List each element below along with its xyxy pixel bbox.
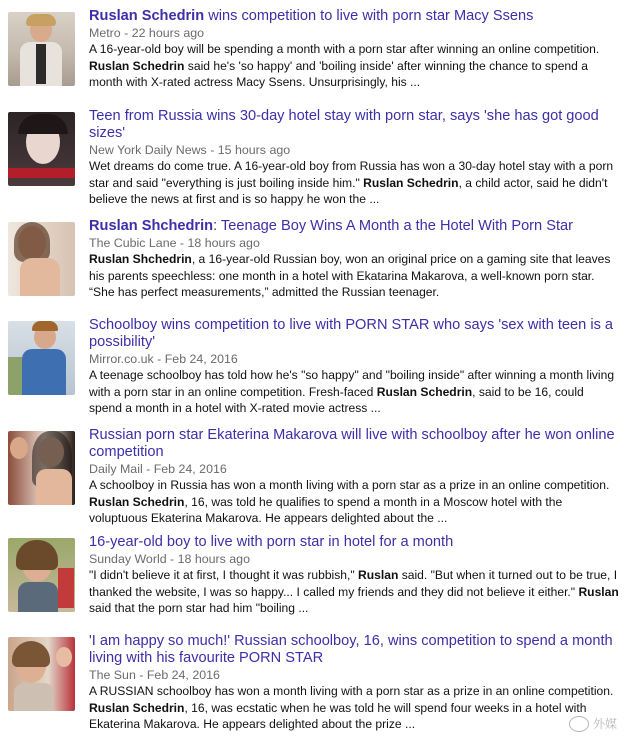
result-source: Mirror.co.uk: [89, 352, 154, 366]
meta-separator: -: [153, 352, 165, 366]
result-snippet: [89, 477, 619, 527]
snippet-text: said he's 'so happy' and 'boiling inside' after winning the chance to spend a month with X-rated actress Macy Ssens. Unsurprisingly, his ...: [89, 58, 588, 89]
snippet-keyword: Ruslan Schedrin: [363, 175, 459, 190]
title-highlight: Ruslan Shchedrin: [89, 218, 214, 234]
meta-separator: -: [142, 462, 154, 476]
title-text: Schoolboy wins competition to live with PORN STAR who says 'sex with teen is a possibility': [89, 317, 614, 350]
result-meta: [89, 461, 619, 477]
result-source: Metro: [89, 26, 121, 40]
title-text: 16-year-old boy to live with porn star in hotel for a month: [89, 534, 454, 550]
snippet-text: , said to be 16, could spend a month in a hotel with X-rated movie actress ...: [89, 384, 584, 415]
result-meta: [89, 551, 619, 567]
result-thumbnail[interactable]: [8, 538, 75, 612]
title-text: 'I am happy so much!' Russian schoolboy, 16, wins competition to spend a month living with his favourite PORN STAR: [89, 633, 613, 666]
snippet-text: "I didn't believe it at first, I thought it was rubbish,": [89, 568, 359, 582]
result-title-link[interactable]: [89, 427, 619, 461]
result-source: The Cubic Lane: [89, 236, 177, 250]
watermark: [569, 715, 617, 732]
snippet-text: A 16-year-old boy will be spending a month with a porn star after winning an online competition.: [89, 42, 600, 56]
snippet-keyword: Ruslan Schedrin: [89, 58, 185, 73]
snippet-text: said that the porn star had him "boiling ...: [89, 601, 309, 615]
snippet-keyword: Ruslan: [578, 584, 619, 599]
meta-separator: -: [176, 236, 188, 250]
result-title-link[interactable]: [89, 633, 619, 667]
title-text: wins competition to live with porn star Macy Ssens: [204, 8, 534, 24]
result-time: 18 hours ago: [187, 236, 260, 250]
snippet-keyword: Ruslan Shchedrin: [89, 252, 192, 266]
title-text: Russian porn star Ekaterina Makarova will live with schoolboy after he won online competition: [89, 427, 615, 460]
result-snippet: [89, 367, 619, 417]
meta-separator: -: [135, 668, 147, 682]
snippet-text: , a 16-year-old Russian boy, won an original price on a gaming site that leaves his parents speechless: one month in a hotel with Ekatarina Makarova, a well-known porn star. “She has perfect measurements,” admitted the Russian teenager.: [89, 252, 611, 299]
result-meta: [89, 25, 619, 41]
snippet-text: A schoolboy in Russia has won a month living with a porn star as a prize in an online competition.: [89, 478, 610, 492]
snippet-keyword: Ruslan Schedrin: [89, 700, 185, 715]
snippet-text: , a child actor, said he didn't believe the news at first and is so happy he won the ...: [89, 175, 608, 206]
result-source: New York Daily News: [89, 143, 207, 157]
meta-separator: -: [120, 26, 132, 40]
result-thumbnail[interactable]: [8, 12, 75, 86]
result-title-link[interactable]: [89, 218, 619, 235]
result-thumbnail[interactable]: [8, 112, 75, 186]
result-thumbnail[interactable]: [8, 637, 75, 711]
result-title-link[interactable]: [89, 8, 619, 25]
result-thumbnail[interactable]: [8, 431, 75, 505]
meta-separator: -: [166, 552, 178, 566]
result-snippet: [89, 567, 619, 617]
result-time: Feb 24, 2016: [146, 668, 220, 682]
result-snippet: [89, 41, 619, 91]
result-title-link[interactable]: [89, 534, 619, 551]
snippet-text: A teenage schoolboy has told how he's "so happy" and "boiling inside" after winning a month living with a porn star in an online competition. Fresh-faced: [89, 368, 615, 399]
result-snippet: [89, 251, 619, 301]
snippet-keyword: Ruslan: [358, 568, 399, 582]
result-time: 18 hours ago: [177, 552, 250, 566]
result-meta: [89, 351, 619, 367]
snippet-text: Wet dreams do come true. A 16-year-old boy from Russia has won a 30-day hotel stay with a porn star and said "everything is just boiling inside him.": [89, 159, 614, 190]
title-text: : Teenage Boy Wins A Month a the Hotel With Porn Star: [213, 218, 573, 234]
result-source: The Sun: [89, 668, 136, 682]
result-meta: [89, 667, 619, 683]
title-text: Teen from Russia wins 30-day hotel stay with porn star, says 'she has got good sizes': [89, 108, 599, 141]
result-title-link[interactable]: [89, 317, 619, 351]
result-meta: [89, 235, 619, 251]
snippet-text: , 16, was ecstatic when he was told he will spend four weeks in a hotel with Ekaterina Makarova. He appears delighted about the prize ...: [89, 700, 587, 731]
title-highlight: Ruslan Schedrin: [89, 8, 205, 24]
result-title-link[interactable]: [89, 108, 619, 142]
result-thumbnail[interactable]: [8, 222, 75, 296]
result-time: Feb 24, 2016: [164, 352, 238, 366]
meta-separator: -: [206, 143, 218, 157]
watermark-text: 外媒: [592, 717, 617, 731]
snippet-text: said. "But when it turned out to be true, I thanked the website, I was so happy... I called my friends and they did not believe it either.": [89, 568, 618, 599]
snippet-text: A RUSSIAN schoolboy has won a month living with a porn star as a prize in an online competition.: [89, 684, 614, 698]
result-time: Feb 24, 2016: [153, 462, 227, 476]
result-thumbnail[interactable]: [8, 321, 75, 395]
result-source: Daily Mail: [89, 462, 143, 476]
result-snippet: [89, 683, 619, 733]
result-source: Sunday World: [89, 552, 167, 566]
result-meta: [89, 142, 619, 158]
result-time: 22 hours ago: [131, 26, 205, 40]
result-time: 15 hours ago: [217, 143, 291, 157]
wechat-icon: [569, 716, 589, 732]
snippet-keyword: Ruslan Schedrin: [89, 494, 185, 509]
snippet-text: , 16, was told he qualifies to spend a month in a Moscow hotel with the voluptuous Ekaterina Makarova. He appears delighted about the ...: [89, 494, 563, 525]
snippet-keyword: Ruslan Schedrin: [376, 384, 473, 399]
result-snippet: [89, 158, 619, 208]
